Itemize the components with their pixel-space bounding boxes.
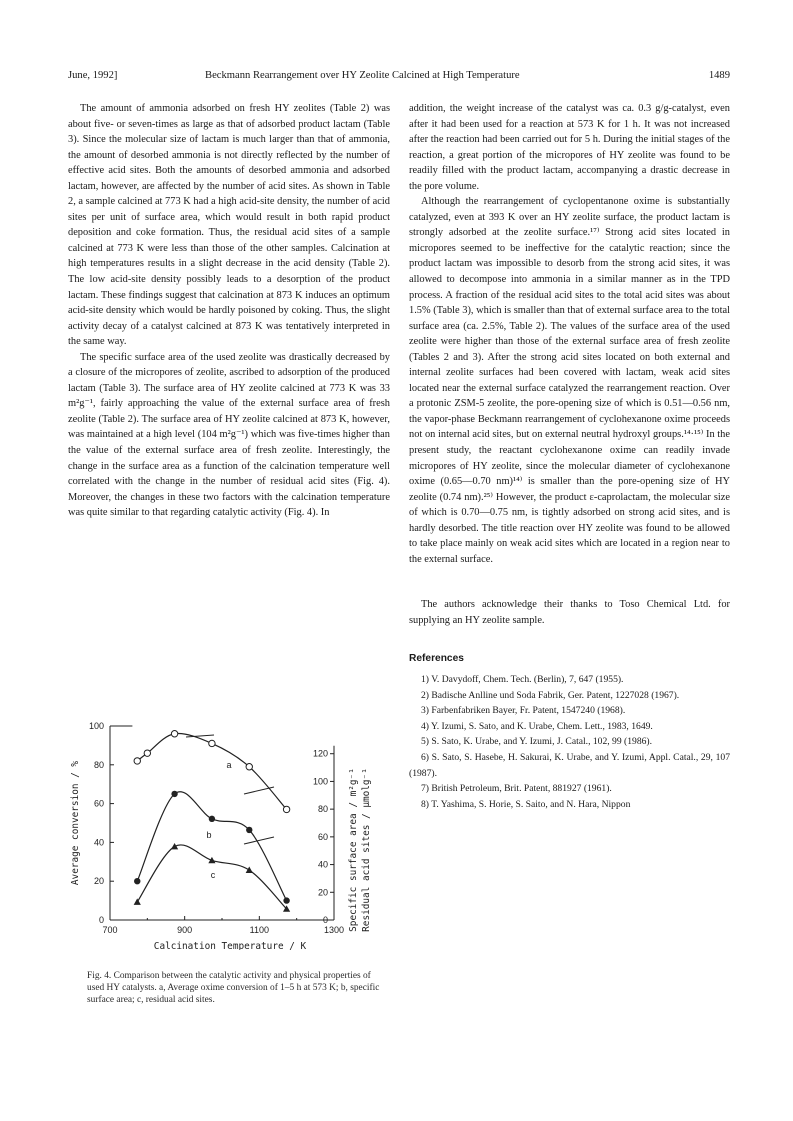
y-tick-label-left: 40	[93, 837, 104, 848]
series-label-c: c	[210, 870, 216, 880]
right-column	[409, 101, 730, 812]
x-tick-label: 900	[177, 925, 193, 935]
data-point-c	[134, 898, 141, 904]
data-point-a	[171, 731, 177, 737]
data-point-a	[246, 764, 252, 770]
body-paragraph: The amount of ammonia adsorbed on fresh HY zeolites (Table 2) was about five- or seven-times as large as that of adsorbed product lactam (Table 3). Since the molecular size of lactam is much larger than that of ammonia, the amount of desorbed ammonia is not directly reflected by the number of effective acid sites. Both the amounts of desorbed ammonia and adsorbed lactam, however, are affected by the number of acid sites. As shown in Table 2, a sample calcined at 773 K had a high acid-site density, the number of acid sites per unit of surface area, which would result in both rapid product deposition and coke formation. Thus, the residual acid sites of a sample calcined at 773 K were less than those of the other samples. Calcination at high temperatures results in a slight decrease in the acid density (Table 2). The low acid-site density possibly leads to a desorption of the product lactam. These findings suggest that calcination at 873 K induces an optimum acid-site density which would be hardly poisoned by coking. Thus, the slight activity decay of a catalyst calcined at 873 K was tentatively interpreted in the same way.	[68, 103, 390, 348]
figure-4-chart	[64, 715, 394, 950]
reference-list	[409, 672, 730, 812]
data-point-a	[134, 758, 140, 764]
y-tick-label-left: 80	[93, 759, 104, 770]
reference-item: 6) S. Sato, S. Hasebe, H. Sakurai, K. Urabe, and Y. Izumi, Appl. Catal., 29, 107 (1987).	[409, 752, 730, 779]
y-tick-label-left: 0	[98, 915, 104, 925]
data-point-c	[246, 867, 253, 873]
data-point-b	[134, 878, 140, 884]
reference-item: 2) Badische Anlline und Soda Fabrik, Ger. Patent, 1227028 (1967).	[421, 689, 680, 701]
running-title: Beckmann Rearrangement over HY Zeolite Calcined at High Temperature	[205, 70, 520, 81]
y-tick-label-right: 0	[322, 915, 328, 925]
series-label-a: a	[226, 760, 232, 770]
x-tick-label: 1300	[323, 925, 345, 935]
body-paragraph: addition, the weight increase of the catalyst was ca. 0.3 g/g-catalyst, even after it had been used for a reaction at 573 K for 1 h. It was not increased after the reaction had been carried out for 5 h. During the initial stages of the reaction, a great portion of the micropores of HY zeolite was found to be readily filled with the product lactam, accompanying a drastic decrease in the pore volume.	[409, 103, 730, 192]
y-axis-label-left: Average conversion / %	[70, 760, 81, 886]
y-tick-label-left: 20	[93, 876, 104, 887]
reference-item: 8) T. Yashima, S. Horie, S. Saito, and N. Hara, Nippon	[421, 798, 631, 810]
series-label-b: b	[206, 830, 212, 840]
page-header	[68, 70, 730, 86]
data-point-c	[171, 843, 178, 849]
x-tick-label: 700	[102, 925, 118, 935]
reference-item: 7) British Petroleum, Brit. Patent, 881927 (1961).	[421, 783, 612, 795]
x-tick-label: 1100	[249, 925, 270, 935]
data-point-a	[209, 740, 215, 746]
page-number: 1489	[708, 70, 730, 81]
reference-item: 4) Y. Izumi, S. Sato, and K. Urabe, Chem. Lett., 1983, 1649.	[421, 720, 653, 732]
y-axis-label-right-acid: Residual acid sites / μmolg⁻¹	[361, 768, 372, 932]
reference-item: 5) S. Sato, K. Urabe, and Y. Izumi, J. Catal., 102, 99 (1986).	[421, 736, 653, 748]
figure-caption: Fig. 4. Comparison between the catalytic activity and physical properties of used HY catalysts. a, Average oxime conversion of 1–5 h at 573 K; b, specific surface area; c, residual acid sites.	[87, 971, 380, 1005]
reference-item: 3) Farbenfabriken Bayer, Fr. Patent, 1547240 (1968).	[421, 705, 626, 717]
y-tick-label-right: 120	[312, 748, 328, 759]
y-tick-label-right: 100	[312, 776, 328, 787]
data-point-a	[283, 806, 289, 812]
data-point-b	[209, 816, 215, 822]
journal-issue-date: June, 1992]	[68, 70, 118, 81]
x-axis-label: Calcination Temperature / K	[153, 941, 307, 950]
acknowledgement: The authors acknowledge their thanks to Toso Chemical Ltd. for supplying an HY zeolite sample.	[409, 599, 730, 626]
y-tick-label-right: 20	[317, 887, 328, 898]
leader-line-b	[244, 787, 274, 794]
figure-4	[64, 715, 394, 950]
leader-line-c	[244, 837, 274, 844]
y-tick-label-right: 60	[317, 831, 328, 842]
y-tick-label-left: 60	[93, 798, 104, 809]
body-paragraph: Although the rearrangement of cyclopentanone oxime is substantially catalyzed, even at 393 K over an HY zeolite surface, the product lactam is strongly adsorbed at the zeolite surface.¹⁷⁾ Strong acid sites located in micropores seemed to be ineffective for the catalytic reaction; since the product lactam was impossible to desorb from the strong acid sites, it was allowed to decompose into ammonia in a similar manner as in the TPD process. A fraction of the residual acid sites to the total acid sites was about 1.5% (Table 3), which is smaller than that of external surface area to the total surface area (ca. 2.5%, Table 2). The values of the surface area of the used zeolite were higher than those of the external surface area of fresh zeolite (Tables 2 and 3). After the strong acid sites located on both external and internal zeolite surfaces had been covered with lactam, weak acid sites located near the external surface catalyzed the rearrangement reaction. Over a protonic ZSM-5 zeolite, the pore-opening size of which is 0.51—0.56 nm, the vapor-phase Beckmann rearrangement of cyclohexanone oxime proceeds not on internal acid sites, but on external neutral hydroxyl groups.¹⁴·¹⁵⁾ In the present study, the reactant cyclohexanone oxime can readily invade micropores of HY zeolite, since the molecular diameter of cyclohexanone oxime (0.65—0.70 nm)¹⁴⁾ is smaller than the pore-opening size of HY zeolite (0.74 nm).²⁵⁾ However, the product ε-caprolactam, the molecular size of which is 0.70—0.75 nm, is tightly adsorbed on strong acid sites, and is hardly desorbed. The title reaction over HY zeolite was found to be allowed to take place mainly on weak acid sites which are located in a region near to the external surface.	[409, 196, 730, 565]
references-heading: References	[409, 652, 464, 664]
left-column	[68, 101, 390, 521]
y-axis-label-right-surface: Specific surface area / m²g⁻¹	[348, 768, 359, 932]
reference-item: 1) V. Davydoff, Chem. Tech. (Berlin), 7, 647 (1955).	[421, 674, 624, 686]
data-point-b	[283, 897, 289, 903]
series-a	[134, 731, 290, 813]
data-point-b	[246, 827, 252, 833]
data-point-a	[144, 750, 150, 756]
y-tick-label-left: 100	[88, 721, 104, 731]
body-paragraph: The specific surface area of the used zeolite was drastically decreased by a closure of the micropores of zeolite, ascribed to adsorption of the produced lactam (Table 3). The surface area of HY zeolite calcined at 773 K was 33 m²g⁻¹, fairly approaching the value of the external surface area of fresh zeolite (Table 2). The surface area of HY zeolite calcined at 873 K, however, was maintained at a high level (104 m²g⁻¹) which was five-times higher than the value of the external surface area of fresh zeolite. Interestingly, the change in the surface area as a function of the calcination temperature well correlated with the change in the number of residual acid sites (Fig. 4). Moreover, the changes in these two factors with the calcination temperature was quite similar to that regarding catalytic activity (Fig. 4). In	[68, 351, 390, 519]
y-tick-label-right: 80	[317, 804, 328, 815]
data-point-b	[171, 791, 177, 797]
y-tick-label-right: 40	[317, 859, 328, 870]
